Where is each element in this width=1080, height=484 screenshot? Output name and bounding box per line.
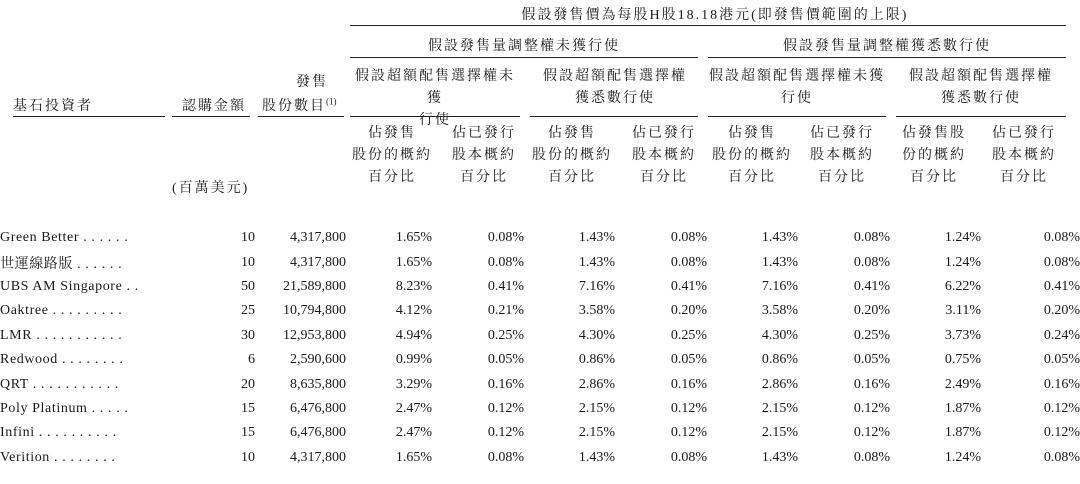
percentage-cell: 0.08% <box>1043 449 1080 465</box>
percentage-cell: 2.47% <box>395 425 432 441</box>
pct-header-1-l2: 股份的概約 <box>352 148 432 163</box>
percentage-cell: 7.16% <box>578 278 615 294</box>
subgroup-header-3 <box>708 66 886 110</box>
table-row <box>0 348 1080 372</box>
subgroup-header-2 <box>532 66 698 110</box>
shares-cell: 10,794,800 <box>283 303 346 319</box>
pct-header-3-l3: 百分比 <box>548 170 596 185</box>
table-top-title: 假設發售價為每股H股18.18港元(即發售價範圍的上限) <box>521 8 909 23</box>
pct-header-8 <box>984 123 1064 189</box>
percentage-cell: 0.08% <box>853 230 890 246</box>
percentage-cell: 6.22% <box>944 278 981 294</box>
percentage-cell: 1.65% <box>395 230 432 246</box>
table-row <box>0 421 1080 445</box>
subgroup-3-line2: 行使 <box>781 91 813 106</box>
percentage-cell: 0.16% <box>1043 376 1080 392</box>
col-header-investor: 基石投資者 <box>13 99 93 114</box>
percentage-cell: 7.16% <box>761 278 798 294</box>
pct-header-2-l1: 佔已發行 <box>452 126 516 141</box>
pct-header-4-l3: 百分比 <box>640 170 688 185</box>
shares-cell: 8,635,800 <box>290 376 346 392</box>
percentage-cell: 0.16% <box>670 376 707 392</box>
investor-name-cell: LMR . . . . . . . . . . . <box>0 327 123 343</box>
percentage-cell: 0.08% <box>1043 230 1080 246</box>
col-header-shares-line1: 發售 <box>296 75 328 90</box>
investor-name-cell: UBS AM Singapore . . <box>0 278 139 294</box>
subgroup-2-line1: 假設超額配售選擇權 <box>543 69 687 84</box>
percentage-cell: 8.23% <box>395 278 432 294</box>
percentage-cell: 0.12% <box>853 425 890 441</box>
pct-header-6-l2: 股本概約 <box>810 148 874 163</box>
percentage-cell: 2.86% <box>578 376 615 392</box>
underline-amount <box>172 116 250 117</box>
percentage-cell: 0.24% <box>1043 327 1080 343</box>
group-rule-right <box>708 57 1066 58</box>
percentage-cell: 0.05% <box>853 352 890 368</box>
amount-cell: 10 <box>241 230 255 246</box>
pct-header-2-l2: 股本概約 <box>452 148 516 163</box>
percentage-cell: 0.16% <box>487 376 524 392</box>
percentage-cell: 1.43% <box>761 254 798 270</box>
percentage-cell: 1.87% <box>944 425 981 441</box>
percentage-cell: 0.41% <box>853 278 890 294</box>
table-row <box>0 397 1080 421</box>
percentage-cell: 0.20% <box>853 303 890 319</box>
pct-header-1 <box>352 123 432 189</box>
investor-name-cell: Verition . . . . . . . . <box>0 449 116 465</box>
percentage-cell: 1.65% <box>395 254 432 270</box>
investor-name-cell: Poly Platinum . . . . . <box>0 400 129 416</box>
percentage-cell: 0.08% <box>487 230 524 246</box>
pct-header-7-l2: 份的概約 <box>902 148 966 163</box>
percentage-cell: 0.25% <box>487 327 524 343</box>
shares-cell: 12,953,800 <box>283 327 346 343</box>
shares-cell: 4,317,800 <box>290 449 346 465</box>
amount-cell: 6 <box>248 352 255 368</box>
subgroup-4-line2: 獲悉數行使 <box>941 91 1021 106</box>
table-row <box>0 250 1080 274</box>
percentage-cell: 0.08% <box>853 254 890 270</box>
underline-shares <box>258 116 344 117</box>
percentage-cell: 1.43% <box>761 230 798 246</box>
subgroup-4-line1: 假設超額配售選擇權 <box>909 69 1053 84</box>
pct-header-2 <box>444 123 524 189</box>
percentage-cell: 0.12% <box>1043 400 1080 416</box>
underline-sub-1 <box>350 116 520 117</box>
pct-header-6 <box>802 123 882 189</box>
subgroup-1-line2: 行使 <box>419 113 451 128</box>
pct-header-4-l2: 股本概約 <box>632 148 696 163</box>
pct-header-7 <box>894 123 974 189</box>
investor-name-cell: 世運線路版 . . . . . . <box>0 256 123 272</box>
percentage-cell: 2.86% <box>761 376 798 392</box>
percentage-cell: 0.75% <box>944 352 981 368</box>
percentage-cell: 0.12% <box>670 400 707 416</box>
pct-header-8-l1: 佔已發行 <box>992 126 1056 141</box>
col-header-amount-unit: (百萬美元) <box>172 181 250 196</box>
percentage-cell: 0.12% <box>487 425 524 441</box>
amount-cell: 30 <box>241 327 255 343</box>
underline-sub-4 <box>896 116 1066 117</box>
shares-cell: 21,589,800 <box>283 278 346 294</box>
percentage-cell: 2.15% <box>578 425 615 441</box>
percentage-cell: 0.08% <box>670 230 707 246</box>
underline-investor <box>13 116 165 117</box>
table-row <box>0 226 1080 250</box>
percentage-cell: 3.58% <box>761 303 798 319</box>
percentage-cell: 1.43% <box>578 449 615 465</box>
underline-sub-2 <box>530 116 698 117</box>
underline-sub-3 <box>708 116 886 117</box>
percentage-cell: 2.15% <box>578 400 615 416</box>
percentage-cell: 4.30% <box>761 327 798 343</box>
shares-cell: 6,476,800 <box>290 400 346 416</box>
pct-header-5-l1: 佔發售 <box>728 126 776 141</box>
amount-cell: 20 <box>241 376 255 392</box>
pct-header-3 <box>532 123 612 189</box>
group-header-right: 假設發售量調整權獲悉數行使 <box>783 39 991 54</box>
percentage-cell: 0.25% <box>853 327 890 343</box>
percentage-cell: 0.20% <box>1043 303 1080 319</box>
percentage-cell: 1.43% <box>761 449 798 465</box>
percentage-cell: 1.24% <box>944 254 981 270</box>
investor-name-cell: Oaktree . . . . . . . . . <box>0 303 123 319</box>
percentage-cell: 0.05% <box>487 352 524 368</box>
pct-header-6-l1: 佔已發行 <box>810 126 874 141</box>
shares-cell: 4,317,800 <box>290 254 346 270</box>
pct-header-3-l2: 股份的概約 <box>532 148 612 163</box>
percentage-cell: 0.41% <box>487 278 524 294</box>
percentage-cell: 0.05% <box>670 352 707 368</box>
table-row <box>0 299 1080 323</box>
amount-cell: 15 <box>241 400 255 416</box>
percentage-cell: 0.08% <box>670 254 707 270</box>
percentage-cell: 3.58% <box>578 303 615 319</box>
pct-header-1-l3: 百分比 <box>368 170 416 185</box>
percentage-cell: 0.05% <box>1043 352 1080 368</box>
percentage-cell: 0.86% <box>578 352 615 368</box>
subgroup-1-line1: 假設超額配售選擇權未獲 <box>355 69 515 106</box>
percentage-cell: 0.41% <box>1043 278 1080 294</box>
table-body <box>0 226 1080 470</box>
shares-cell: 4,317,800 <box>290 230 346 246</box>
pct-header-2-l3: 百分比 <box>460 170 508 185</box>
pct-header-7-l3: 百分比 <box>910 170 958 185</box>
percentage-cell: 3.73% <box>944 327 981 343</box>
percentage-cell: 0.25% <box>670 327 707 343</box>
group-header-left: 假設發售量調整權未獲行使 <box>428 39 620 54</box>
pct-header-6-l3: 百分比 <box>818 170 866 185</box>
col-header-shares-line2 <box>262 95 337 115</box>
group-rule-left <box>350 57 698 58</box>
pct-header-7-l1: 佔發售股 <box>902 126 966 141</box>
pct-header-1-l1: 佔發售 <box>368 126 416 141</box>
amount-cell: 10 <box>241 254 255 270</box>
pct-header-5-l2: 股份的概約 <box>712 148 792 163</box>
percentage-cell: 1.24% <box>944 230 981 246</box>
percentage-cell: 1.24% <box>944 449 981 465</box>
percentage-cell: 0.12% <box>1043 425 1080 441</box>
percentage-cell: 0.12% <box>487 400 524 416</box>
pct-header-8-l3: 百分比 <box>1000 170 1048 185</box>
percentage-cell: 4.94% <box>395 327 432 343</box>
amount-cell: 15 <box>241 425 255 441</box>
pct-header-3-l1: 佔發售 <box>548 126 596 141</box>
shares-cell: 2,590,600 <box>290 352 346 368</box>
percentage-cell: 0.41% <box>670 278 707 294</box>
percentage-cell: 0.20% <box>670 303 707 319</box>
percentage-cell: 1.65% <box>395 449 432 465</box>
top-rule <box>350 25 1066 26</box>
percentage-cell: 0.08% <box>853 449 890 465</box>
amount-cell: 50 <box>241 278 255 294</box>
percentage-cell: 0.21% <box>487 303 524 319</box>
percentage-cell: 0.86% <box>761 352 798 368</box>
percentage-cell: 3.11% <box>945 303 981 319</box>
col-header-amount: 認購金額 <box>182 99 246 114</box>
pct-header-5-l3: 百分比 <box>728 170 776 185</box>
subgroup-header-4 <box>896 66 1066 110</box>
percentage-cell: 2.49% <box>944 376 981 392</box>
investor-name-cell: Redwood . . . . . . . . <box>0 352 124 368</box>
pct-header-8-l2: 股本概約 <box>992 148 1056 163</box>
investor-name-cell: Infini . . . . . . . . . . <box>0 425 117 441</box>
table-row <box>0 324 1080 348</box>
percentage-cell: 0.99% <box>395 352 432 368</box>
percentage-cell: 0.08% <box>670 449 707 465</box>
percentage-cell: 2.15% <box>761 425 798 441</box>
percentage-cell: 0.08% <box>487 254 524 270</box>
percentage-cell: 3.29% <box>395 376 432 392</box>
percentage-cell: 0.16% <box>853 376 890 392</box>
footnote-marker: (1) <box>326 96 337 107</box>
percentage-cell: 2.47% <box>395 400 432 416</box>
percentage-cell: 4.12% <box>395 303 432 319</box>
percentage-cell: 0.08% <box>487 449 524 465</box>
percentage-cell: 1.43% <box>578 230 615 246</box>
table-row <box>0 372 1080 396</box>
table-row <box>0 275 1080 299</box>
amount-cell: 25 <box>241 303 255 319</box>
investor-name-cell: QRT . . . . . . . . . . . <box>0 376 119 392</box>
subgroup-3-line1: 假設超額配售選擇權未獲 <box>709 69 885 84</box>
pct-header-4-l1: 佔已發行 <box>632 126 696 141</box>
pct-header-4 <box>624 123 704 189</box>
percentage-cell: 4.30% <box>578 327 615 343</box>
subgroup-2-line2: 獲悉數行使 <box>575 91 655 106</box>
investor-name-cell: Green Better . . . . . . <box>0 230 129 246</box>
percentage-cell: 1.43% <box>578 254 615 270</box>
percentage-cell: 0.12% <box>853 400 890 416</box>
percentage-cell: 2.15% <box>761 400 798 416</box>
col-header-shares-label: 股份數目 <box>262 99 326 114</box>
percentage-cell: 0.08% <box>1043 254 1080 270</box>
pct-header-5 <box>712 123 792 189</box>
percentage-cell: 0.12% <box>670 425 707 441</box>
percentage-cell: 1.87% <box>944 400 981 416</box>
amount-cell: 10 <box>241 449 255 465</box>
shares-cell: 6,476,800 <box>290 425 346 441</box>
table-row <box>0 446 1080 470</box>
cornerstone-investors-table <box>0 226 1080 470</box>
